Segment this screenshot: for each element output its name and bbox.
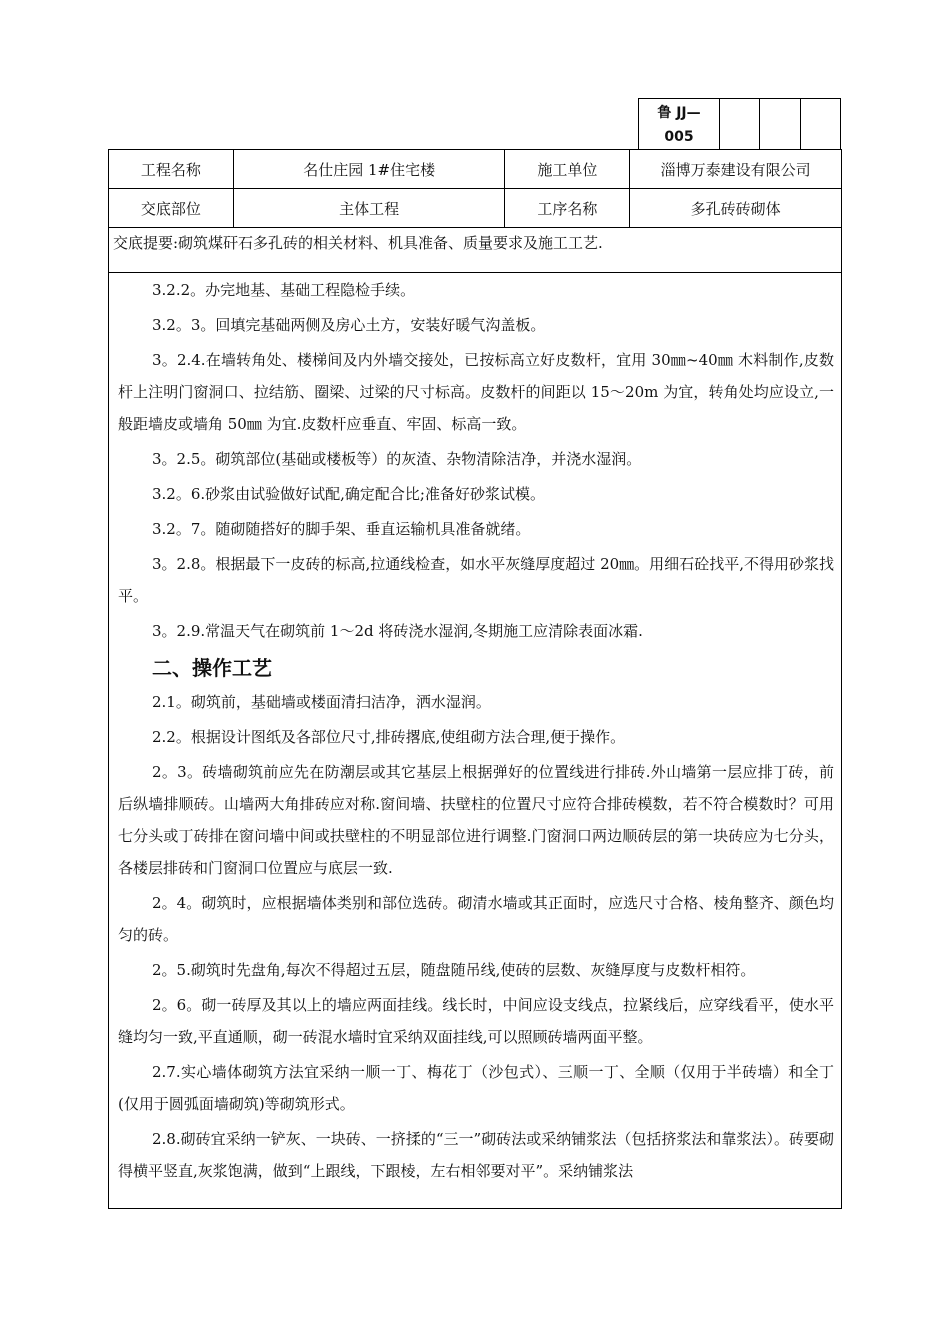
part-value: 主体工程 (233, 189, 505, 228)
process-value: 多孔砖砖砌体 (630, 189, 842, 228)
prep-item: 3。2.9.常温天气在砌筑前 1～2d 将砖浇水湿润,冬期施工应清除表面冰霜. (152, 622, 643, 640)
process-item: 2。6。砌一砖厚及其以上的墙应两面挂线。线长时，中间应设支线点，拉紧线后，应穿线看平，使水平缝均匀一致,平直通顺，砌一砖混水墙时宜采纳双面挂线,可以照顾砖墙两面平整。 (118, 996, 834, 1046)
part-label: 交底部位 (109, 189, 234, 228)
process-label: 工序名称 (505, 189, 630, 228)
prep-item: 3.2。6.砂浆由试验做好试配,确定配合比;准备好砂浆试模。 (152, 485, 545, 503)
contractor-value: 淄博万泰建设有限公司 (630, 150, 842, 189)
contractor-label: 施工单位 (505, 150, 630, 189)
summary-text: 交底提要:砌筑煤矸石多孔砖的相关材料、机具准备、质量要求及施工工艺. (109, 228, 842, 273)
prep-item: 3.2。3。回填完基础两侧及房心土方，安装好暖气沟盖板。 (152, 316, 546, 334)
process-item: 2.2。根据设计图纸及各部位尺寸,排砖撂底,使组砌方法合理,便于操作。 (152, 728, 626, 746)
info-row-1 (109, 150, 842, 189)
process-item: 2。4。砌筑时，应根据墙体类别和部位选砖。砌清水墙或其正面时，应选尺寸合格、棱角整齐、颜色均匀的砖。 (118, 894, 834, 944)
process-item: 2。5.砌筑时先盘角,每次不得超过五层，随盘随吊线,使砖的层数、灰缝厚度与皮数杆相符。 (152, 961, 756, 979)
prep-item: 3。2.8。根据最下一皮砖的标高,拉通线检查，如水平灰缝厚度超过 20㎜。用细石砼找平,不得用砂浆找平。 (118, 555, 834, 605)
prep-item: 3.2.2。办完地基、基础工程隐检手续。 (152, 281, 416, 299)
process-item: 2。3。砖墙砌筑前应先在防潮层或其它基层上根据弹好的位置线进行排砖.外山墙第一层应排丁砖，前后纵墙排顺砖。山墙两大角排砖应对称.窗间墙、扶壁柱的位置尺寸应符合排砖模数，若不符合模数时？可用七分头或丁砖排在窗问墙中间或扶壁柱的不明显部位进行调整.门窗洞口两边顺砖层的第一块砖应为七分头，各楼层排砖和门窗洞口位置应与底层一致. (118, 763, 834, 877)
process-item: 2.1。砌筑前，基础墙或楼面清扫洁净，洒水湿润。 (152, 693, 491, 711)
section-title: 二、操作工艺 (152, 656, 272, 680)
process-item: 2.7.实心墙体砌筑方法宜采纳一顺一丁、梅花丁（沙包式）、三顺一丁、全顺（仅用于半砖墙）和全丁(仅用于圆弧面墙砌筑)等砌筑形式。 (118, 1063, 834, 1113)
document-code-box (638, 98, 841, 150)
code-cell-1 (719, 99, 759, 150)
project-label: 工程名称 (109, 150, 234, 189)
document-body (118, 271, 834, 1190)
prep-item: 3。2.4.在墙转角处、楼梯间及内外墙交接处，已按标高立好皮数杆，宜用 30㎜~40㎜ 木料制作,皮数杆上注明门窗洞口、拉结筋、圈梁、过梁的尺寸标高。皮数杆的间距以 15～20m 为宜，转角处均应设立,一般距墙皮或墙角 50㎜ 为宜.皮数杆应垂直、牢固、标高一致。 (118, 351, 834, 433)
info-row-2 (109, 189, 842, 228)
document-code-line2: 005 (664, 128, 694, 145)
info-table (108, 149, 842, 273)
prep-item: 3。2.5。砌筑部位(基础或楼板等）的灰渣、杂物清除洁净，并浇水湿润。 (152, 450, 642, 468)
document-code (639, 99, 719, 150)
code-cell-3 (800, 99, 840, 150)
document-code-line1: 鲁 JJ— (657, 104, 701, 121)
code-cell-2 (759, 99, 799, 150)
info-row-3 (109, 228, 842, 273)
process-item: 2.8.砌砖宜采纳一铲灰、一块砖、一挤揉的“三一”砌砖法或采纳铺浆法（包括挤浆法和靠浆法）。砖要砌得横平竖直,灰浆饱满，做到“上跟线，下跟棱，左右相邻要对平”。采纳铺浆法 (118, 1130, 834, 1180)
prep-item: 3.2。7。随砌随搭好的脚手架、垂直运输机具准备就绪。 (152, 520, 531, 538)
project-value: 名仕庄园 1#住宅楼 (233, 150, 505, 189)
